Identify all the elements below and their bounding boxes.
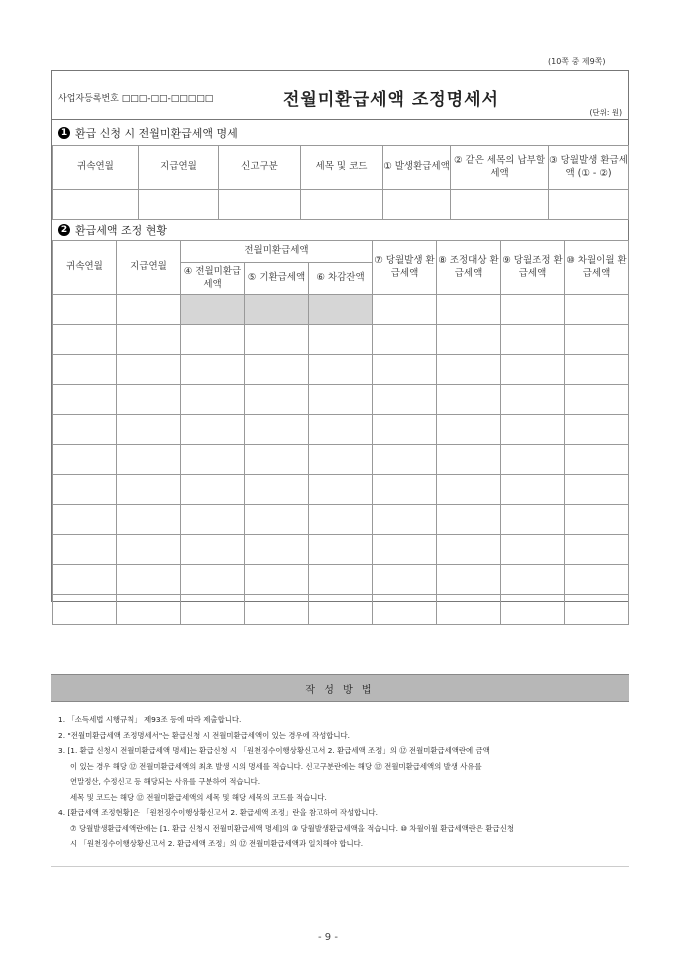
input-cell[interactable] (437, 505, 501, 535)
table-row (53, 190, 629, 220)
table-row (53, 385, 629, 415)
page-info: (10쪽 중 제9쪽) (548, 57, 606, 66)
form-header (52, 71, 628, 120)
table-row (53, 325, 629, 355)
guide-title: 작 성 방 법 (51, 674, 629, 702)
input-cell[interactable] (117, 565, 181, 595)
input-cell[interactable] (117, 595, 181, 625)
col-pay-month: 지급연월 (139, 146, 219, 190)
input-cell[interactable] (219, 190, 301, 220)
guide-line: 이 있는 경우 해당 ⑫ 전월미환급세액의 최초 발생 시의 명세를 적습니다. 신고구분란에는 해당 ⑫ 전월미환급세액의 발생 사유를 (70, 761, 482, 771)
input-cell[interactable] (437, 295, 501, 325)
input-cell[interactable] (565, 385, 629, 415)
input-cell[interactable] (565, 475, 629, 505)
input-cell[interactable] (309, 415, 373, 445)
input-cell[interactable] (53, 475, 117, 505)
guide-line: 4. [환급세액 조정현황]은 「원천징수이행상황신고서 2. 환급세액 조정」란을 참고하여 작성합니다. (58, 808, 378, 817)
shaded-cell (181, 295, 245, 325)
input-cell[interactable] (437, 595, 501, 625)
input-cell[interactable] (117, 295, 181, 325)
input-cell[interactable] (245, 505, 309, 535)
input-cell[interactable] (373, 415, 437, 445)
input-cell[interactable] (53, 325, 117, 355)
table-header-row (53, 241, 629, 263)
input-cell[interactable] (181, 595, 245, 625)
business-number: 사업자등록번호 □□□-□□-□□□□□ (58, 94, 214, 104)
shaded-cell (245, 295, 309, 325)
input-cell[interactable] (53, 385, 117, 415)
input-cell[interactable] (117, 385, 181, 415)
input-cell[interactable] (53, 295, 117, 325)
input-cell[interactable] (53, 595, 117, 625)
section1-title-text: 환급 신청 시 전월미환급세액 명세 (75, 127, 238, 140)
input-cell[interactable] (437, 565, 501, 595)
table-header-row (53, 146, 629, 190)
guide-line: 연말정산, 수정신고 등 해당되는 사유를 구분하여 적습니다. (70, 777, 261, 786)
input-cell[interactable] (245, 595, 309, 625)
table-row (53, 535, 629, 565)
input-cell[interactable] (181, 475, 245, 505)
input-cell[interactable] (53, 445, 117, 475)
guide-line: 1. 「소득세법 시행규칙」 제93조 등에 따라 제출합니다. (58, 715, 242, 724)
input-cell[interactable] (245, 385, 309, 415)
table-row (53, 355, 629, 385)
input-cell[interactable] (383, 190, 451, 220)
col-month-refund: ③ 당월발생 환급세액 (① - ②) (549, 146, 629, 190)
input-cell[interactable] (501, 565, 565, 595)
input-cell[interactable] (245, 445, 309, 475)
input-cell[interactable] (565, 535, 629, 565)
input-cell[interactable] (565, 325, 629, 355)
input-cell[interactable] (117, 505, 181, 535)
form (51, 70, 629, 602)
input-cell[interactable] (245, 535, 309, 565)
section2-title (58, 222, 167, 238)
col-payable-tax: ② 같은 세목의 납부할세액 (451, 146, 549, 190)
input-cell[interactable] (181, 385, 245, 415)
col-group-prev-refund: 전월미환급세액 (181, 241, 373, 263)
input-cell[interactable] (181, 535, 245, 565)
section2-number: 2 (58, 224, 70, 236)
input-cell[interactable] (501, 325, 565, 355)
input-cell[interactable] (53, 355, 117, 385)
col-report-type: 신고구분 (219, 146, 301, 190)
refund-detail-table (52, 145, 629, 220)
page-number: - 9 - (318, 932, 338, 943)
input-cell[interactable] (245, 355, 309, 385)
col-prev-unrefunded: ④ 전월미환급세액 (181, 263, 245, 295)
input-cell[interactable] (53, 505, 117, 535)
input-cell[interactable] (309, 475, 373, 505)
input-cell[interactable] (565, 445, 629, 475)
input-cell[interactable] (245, 325, 309, 355)
unit-label: (단위: 원) (589, 108, 622, 117)
input-cell[interactable] (309, 325, 373, 355)
guide-divider (51, 866, 629, 867)
input-cell[interactable] (181, 355, 245, 385)
input-cell[interactable] (53, 415, 117, 445)
input-cell[interactable] (437, 445, 501, 475)
input-cell[interactable] (373, 295, 437, 325)
input-cell[interactable] (309, 355, 373, 385)
input-cell[interactable] (373, 445, 437, 475)
refund-adjust-table (52, 240, 629, 625)
input-cell[interactable] (501, 535, 565, 565)
input-cell[interactable] (565, 295, 629, 325)
input-cell[interactable] (501, 385, 565, 415)
guide-text (58, 712, 624, 852)
section1-title (58, 125, 238, 141)
col-already-refunded: ⑤ 기환급세액 (245, 263, 309, 295)
input-cell[interactable] (301, 190, 383, 220)
input-cell[interactable] (373, 595, 437, 625)
input-cell[interactable] (373, 505, 437, 535)
input-cell[interactable] (309, 535, 373, 565)
input-cell[interactable] (437, 535, 501, 565)
input-cell[interactable] (53, 535, 117, 565)
col-month-adjust: ⑨ 당월조정 환급세액 (501, 241, 565, 295)
input-cell[interactable] (181, 445, 245, 475)
input-cell[interactable] (501, 505, 565, 535)
input-cell[interactable] (501, 355, 565, 385)
input-cell[interactable] (117, 325, 181, 355)
input-cell[interactable] (181, 415, 245, 445)
input-cell[interactable] (245, 565, 309, 595)
input-cell[interactable] (565, 565, 629, 595)
input-cell[interactable] (451, 190, 549, 220)
col-balance: ⑥ 차감잔액 (309, 263, 373, 295)
guide-line: 세목 및 코드는 해당 ⑫ 전월미환급세액의 세목 및 해당 세목의 코드를 적습니다. (70, 792, 327, 802)
input-cell[interactable] (117, 355, 181, 385)
input-cell[interactable] (373, 325, 437, 355)
input-cell[interactable] (565, 415, 629, 445)
input-cell[interactable] (117, 445, 181, 475)
col-adjust-target: ⑧ 조정대상 환급세액 (437, 241, 501, 295)
input-cell[interactable] (53, 190, 139, 220)
input-cell[interactable] (245, 475, 309, 505)
table-row (53, 595, 629, 625)
section2-title-text: 환급세액 조정 현황 (75, 224, 168, 237)
input-cell[interactable] (501, 595, 565, 625)
input-cell[interactable] (309, 595, 373, 625)
col-belong-month: 귀속연월 (53, 241, 117, 295)
input-cell[interactable] (181, 565, 245, 595)
table-row (53, 445, 629, 475)
input-cell[interactable] (565, 355, 629, 385)
shaded-cell (309, 295, 373, 325)
input-cell[interactable] (373, 385, 437, 415)
input-cell[interactable] (181, 325, 245, 355)
table-row (53, 415, 629, 445)
input-cell[interactable] (117, 475, 181, 505)
col-tax-item-code: 세목 및 코드 (301, 146, 383, 190)
input-cell[interactable] (373, 535, 437, 565)
input-cell[interactable] (181, 505, 245, 535)
input-cell[interactable] (373, 565, 437, 595)
table-row (53, 295, 629, 325)
col-pay-month: 지급연월 (117, 241, 181, 295)
guide-line: 시 「원천징수이행상황신고서 2. 환급세액 조정」의 ⑫ 전월미환급세액과 일치해야 합니다. (70, 839, 364, 848)
input-cell[interactable] (501, 445, 565, 475)
input-cell[interactable] (501, 415, 565, 445)
input-cell[interactable] (437, 415, 501, 445)
input-cell[interactable] (309, 385, 373, 415)
input-cell[interactable] (309, 565, 373, 595)
col-month-refund: ⑦ 당월발생 환급세액 (373, 241, 437, 295)
input-cell[interactable] (501, 295, 565, 325)
table-row (53, 565, 629, 595)
input-cell[interactable] (437, 355, 501, 385)
input-cell[interactable] (437, 475, 501, 505)
input-cell[interactable] (437, 325, 501, 355)
form-title: 전월미환급세액 조정명세서 (283, 90, 499, 110)
input-cell[interactable] (373, 475, 437, 505)
input-cell[interactable] (565, 595, 629, 625)
col-occurred-refund: ① 발생환급세액 (383, 146, 451, 190)
input-cell[interactable] (501, 475, 565, 505)
input-cell[interactable] (565, 505, 629, 535)
input-cell[interactable] (373, 355, 437, 385)
table-row (53, 505, 629, 535)
col-carry-forward: ⑩ 차월이월 환급세액 (565, 241, 629, 295)
section1-number: 1 (58, 127, 70, 139)
guide-line: 3. [1. 환급 신청시 전월미환급세액 명세]는 환급신청 시 「원천징수이행상황신고서 2. 환급세액 조정」의 ⑫ 전월미환급세액란에 금액 (58, 746, 490, 755)
input-cell[interactable] (117, 535, 181, 565)
input-cell[interactable] (549, 190, 629, 220)
input-cell[interactable] (139, 190, 219, 220)
guide-line: ⑦ 당월발생환급세액란에는 [1. 환급 신청시 전월미환급세액 명세]의 ③ 당월발생환급세액을 적습니다. ⑩ 차월이월 환급세액란은 환급신청 (70, 823, 514, 833)
table-row (53, 475, 629, 505)
input-cell[interactable] (437, 385, 501, 415)
input-cell[interactable] (245, 415, 309, 445)
input-cell[interactable] (53, 565, 117, 595)
col-belong-month: 귀속연월 (53, 146, 139, 190)
guide-line: 2. "전월미환급세액 조정명세서"는 환급신청 시 전월미환급세액이 있는 경우에 작성합니다. (58, 730, 351, 740)
input-cell[interactable] (309, 445, 373, 475)
input-cell[interactable] (117, 415, 181, 445)
input-cell[interactable] (309, 505, 373, 535)
